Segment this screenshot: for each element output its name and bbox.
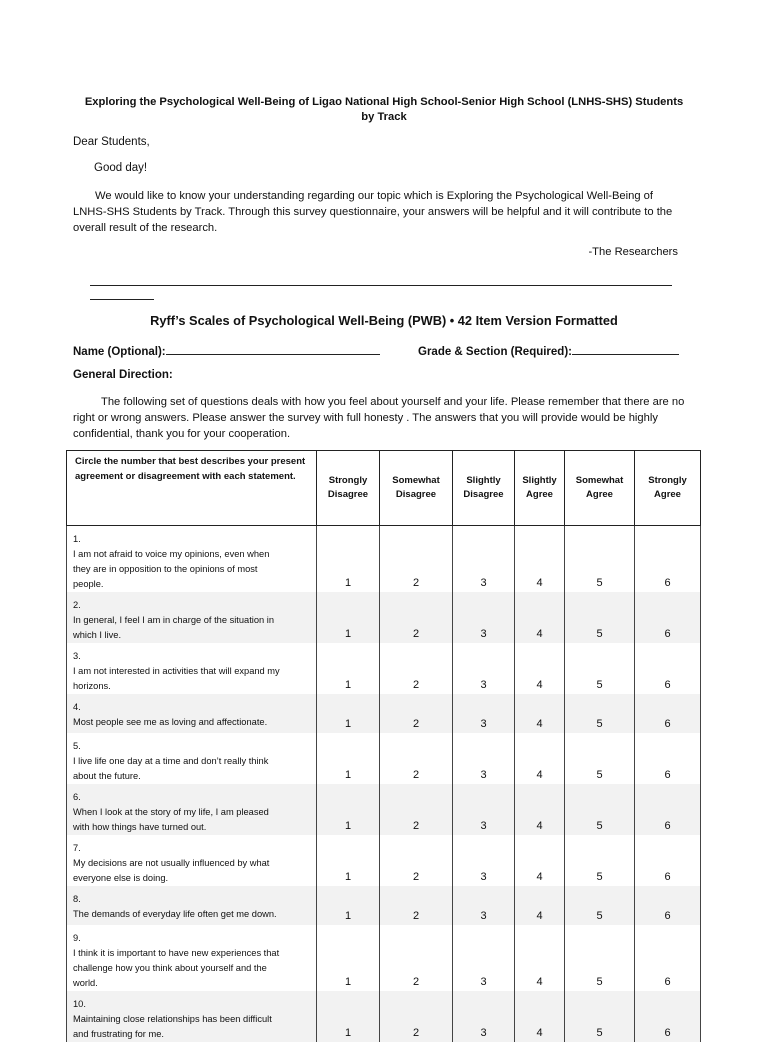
score-option[interactable]: 1 xyxy=(317,643,380,694)
table-row xyxy=(67,643,701,694)
score-option[interactable]: 2 xyxy=(380,643,453,694)
score-option[interactable]: 5 xyxy=(565,784,635,835)
score-option[interactable]: 1 xyxy=(317,694,380,733)
score-option[interactable]: 4 xyxy=(515,991,565,1042)
score-option[interactable]: 4 xyxy=(515,733,565,784)
score-option[interactable]: 2 xyxy=(380,835,453,886)
score-option[interactable]: 4 xyxy=(515,526,565,593)
score-option[interactable]: 1 xyxy=(317,991,380,1042)
table-row xyxy=(67,991,701,1042)
score-option[interactable]: 6 xyxy=(635,643,701,694)
score-option[interactable]: 5 xyxy=(565,694,635,733)
score-option[interactable]: 5 xyxy=(565,592,635,643)
item-number: 5. xyxy=(73,739,103,754)
item-text: In general, I feel I am in charge of the situation in which I live. xyxy=(73,613,283,643)
col-strongly-agree: Strongly Agree xyxy=(635,451,701,526)
item-number: 9. xyxy=(73,931,103,946)
survey-body xyxy=(67,526,701,1042)
score-option[interactable]: 4 xyxy=(515,592,565,643)
item-statement xyxy=(67,991,317,1042)
item-text: When I look at the story of my life, I am pleased with how things have turned out. xyxy=(73,805,283,835)
table-row xyxy=(67,784,701,835)
score-option[interactable]: 3 xyxy=(453,526,515,593)
score-option[interactable]: 6 xyxy=(635,733,701,784)
score-option[interactable]: 4 xyxy=(515,694,565,733)
grade-section-label: Grade & Section (Required): xyxy=(418,346,572,358)
score-option[interactable]: 2 xyxy=(380,526,453,593)
score-option[interactable]: 5 xyxy=(565,733,635,784)
item-text: Maintaining close relationships has been difficult and frustrating for me. xyxy=(73,1012,283,1042)
name-label: Name (Optional): xyxy=(73,346,166,358)
item-number: 4. xyxy=(73,700,103,715)
item-statement xyxy=(67,592,317,643)
score-option[interactable]: 3 xyxy=(453,733,515,784)
score-option[interactable]: 4 xyxy=(515,784,565,835)
item-number: 8. xyxy=(73,892,103,907)
table-row xyxy=(67,733,701,784)
intro-paragraph: We would like to know your understanding regarding our topic which is Exploring the Psychological Well-Being of LNHS-SHS Students by Track. Through this survey questionnaire, your answers will be helpful and it will contribute to the overall result of the research. xyxy=(73,188,679,236)
item-statement xyxy=(67,733,317,784)
item-statement xyxy=(67,925,317,991)
item-statement xyxy=(67,835,317,886)
score-option[interactable]: 5 xyxy=(565,526,635,593)
score-option[interactable]: 4 xyxy=(515,643,565,694)
score-option[interactable]: 1 xyxy=(317,784,380,835)
score-option[interactable]: 6 xyxy=(635,694,701,733)
table-row xyxy=(67,694,701,733)
score-option[interactable]: 4 xyxy=(515,835,565,886)
divider-line xyxy=(90,285,672,286)
item-statement xyxy=(67,694,317,733)
col-strongly-disagree: Strongly Disagree xyxy=(317,451,380,526)
table-row xyxy=(67,592,701,643)
item-number: 6. xyxy=(73,790,103,805)
col-slightly-agree: Slightly Agree xyxy=(515,451,565,526)
col-somewhat-disagree: Somewhat Disagree xyxy=(380,451,453,526)
score-option[interactable]: 6 xyxy=(635,526,701,593)
score-option[interactable]: 1 xyxy=(317,733,380,784)
item-text: I am not afraid to voice my opinions, even when they are in opposition to the opinions of most people. xyxy=(73,547,283,592)
score-option[interactable]: 5 xyxy=(565,925,635,991)
item-text: I am not interested in activities that will expand my horizons. xyxy=(73,664,283,694)
scale-title: Ryff’s Scales of Psychological Well-Being (PWB) • 42 Item Version Formatted xyxy=(0,313,768,328)
item-number: 3. xyxy=(73,649,103,664)
score-option[interactable]: 6 xyxy=(635,991,701,1042)
item-text: I think it is important to have new experiences that challenge how you think about yourself and the world. xyxy=(73,946,283,991)
item-text: I live life one day at a time and don’t really think about the future. xyxy=(73,754,283,784)
col-somewhat-agree: Somewhat Agree xyxy=(565,451,635,526)
score-option[interactable]: 3 xyxy=(453,835,515,886)
grade-section-field[interactable] xyxy=(418,343,679,358)
score-option[interactable]: 5 xyxy=(565,643,635,694)
item-number: 7. xyxy=(73,841,103,856)
score-option[interactable]: 2 xyxy=(380,733,453,784)
score-option[interactable]: 3 xyxy=(453,784,515,835)
name-field[interactable] xyxy=(73,343,380,358)
score-option[interactable]: 3 xyxy=(453,643,515,694)
score-option[interactable]: 6 xyxy=(635,925,701,991)
table-row xyxy=(67,886,701,925)
greeting: Good day! xyxy=(94,162,147,174)
divider-line-short xyxy=(90,299,154,300)
score-option[interactable]: 3 xyxy=(453,925,515,991)
col-slightly-disagree: Slightly Disagree xyxy=(453,451,515,526)
item-statement xyxy=(67,643,317,694)
score-option[interactable]: 3 xyxy=(453,694,515,733)
instruction-header: Circle the number that best describes your present agreement or disagreement with each statement. xyxy=(67,451,317,526)
name-blank[interactable] xyxy=(166,343,380,355)
item-statement xyxy=(67,784,317,835)
score-option[interactable]: 1 xyxy=(317,526,380,593)
score-option[interactable]: 2 xyxy=(380,925,453,991)
item-number: 10. xyxy=(73,997,103,1012)
item-number: 2. xyxy=(73,598,103,613)
score-option[interactable]: 2 xyxy=(380,784,453,835)
item-text: Most people see me as loving and affectionate. xyxy=(73,715,283,730)
score-option[interactable]: 3 xyxy=(453,886,515,925)
direction-paragraph: The following set of questions deals with how you feel about yourself and your life. Please remember that there are no right or wrong answers. Please answer the survey with full honesty . The answers that you will provide would be highly confidential, thank you for your cooperation. xyxy=(73,394,705,442)
score-option[interactable]: 2 xyxy=(380,694,453,733)
item-number: 1. xyxy=(73,532,103,547)
score-option[interactable]: 1 xyxy=(317,925,380,991)
score-option[interactable]: 5 xyxy=(565,991,635,1042)
table-row xyxy=(67,925,701,991)
score-option[interactable]: 3 xyxy=(453,991,515,1042)
signature: -The Researchers xyxy=(588,246,678,258)
score-option[interactable]: 2 xyxy=(380,886,453,925)
item-statement xyxy=(67,526,317,593)
score-option[interactable]: 4 xyxy=(515,925,565,991)
table-row xyxy=(67,526,701,593)
score-option[interactable]: 1 xyxy=(317,592,380,643)
score-option[interactable]: 6 xyxy=(635,886,701,925)
grade-section-blank[interactable] xyxy=(572,343,679,355)
table-row xyxy=(67,835,701,886)
score-option[interactable]: 5 xyxy=(565,886,635,925)
score-option[interactable]: 6 xyxy=(635,835,701,886)
item-text: The demands of everyday life often get me down. xyxy=(73,907,283,922)
item-statement xyxy=(67,886,317,925)
item-text: My decisions are not usually influenced by what everyone else is doing. xyxy=(73,856,283,886)
score-option[interactable]: 6 xyxy=(635,592,701,643)
score-option[interactable]: 2 xyxy=(380,991,453,1042)
salutation: Dear Students, xyxy=(73,136,150,148)
score-option[interactable]: 5 xyxy=(565,835,635,886)
score-option[interactable]: 6 xyxy=(635,784,701,835)
score-option[interactable]: 2 xyxy=(380,592,453,643)
document-title: Exploring the Psychological Well-Being of Ligao National High School-Senior High School (LNHS-SHS) Students by Track xyxy=(78,95,690,125)
score-option[interactable]: 1 xyxy=(317,835,380,886)
table-header-row xyxy=(67,451,701,526)
general-direction-label: General Direction: xyxy=(73,369,173,381)
score-option[interactable]: 3 xyxy=(453,592,515,643)
score-option[interactable]: 4 xyxy=(515,886,565,925)
score-option[interactable]: 1 xyxy=(317,886,380,925)
survey-table xyxy=(66,450,701,1042)
